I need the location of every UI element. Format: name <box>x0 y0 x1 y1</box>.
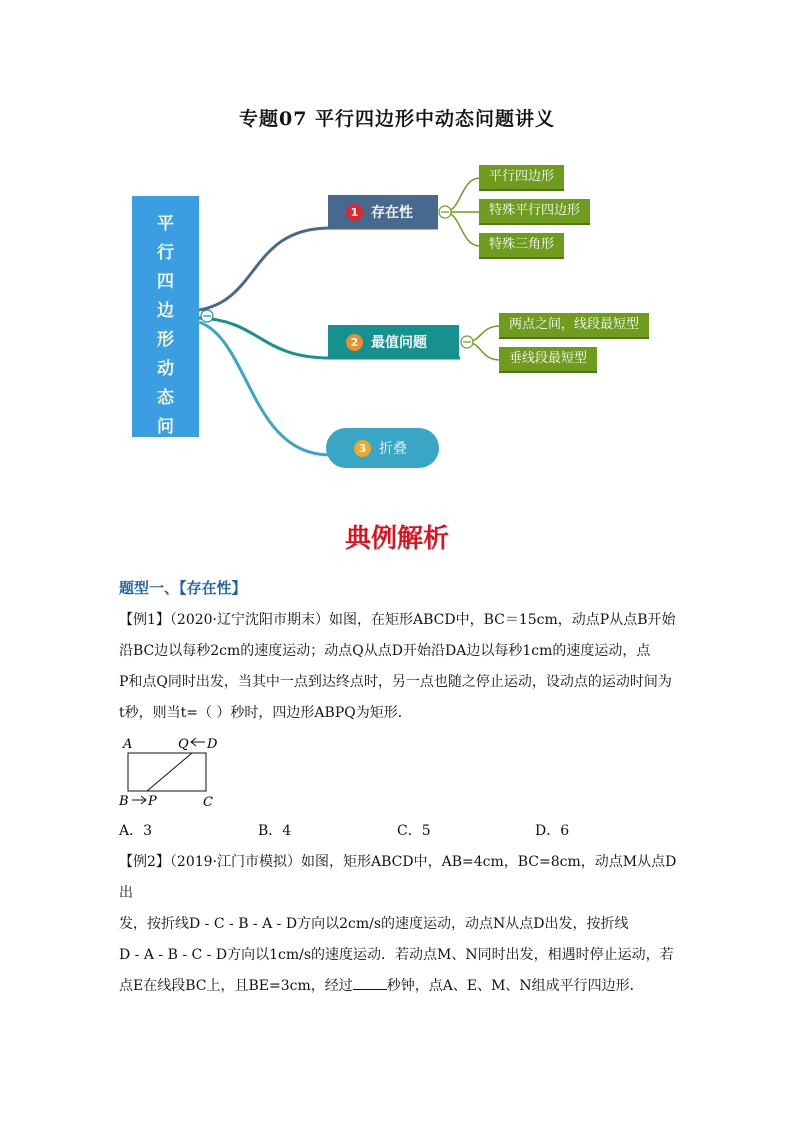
option-a[interactable]: A．3 <box>119 823 153 839</box>
node-label: 存在性 <box>371 205 413 221</box>
mindmap-node-existence[interactable] <box>328 195 438 229</box>
mindmap-node-extremum[interactable] <box>328 325 459 359</box>
node-label: 最值问题 <box>371 335 427 351</box>
number-badge-icon: 1 <box>346 204 363 221</box>
page-title: 专题07 平行四边形中动态问题讲义 <box>238 108 556 130</box>
leaf-parallelogram[interactable]: 平行四边形 <box>479 165 564 191</box>
leaf-special-parallelogram[interactable]: 特殊平行四边形 <box>479 199 590 225</box>
section-heading: 典例解析 <box>344 524 449 554</box>
option-d[interactable]: D．6 <box>535 823 570 839</box>
node-label: 折叠 <box>379 441 407 457</box>
label-D: D <box>207 737 218 752</box>
mindmap-node-folding[interactable] <box>326 428 439 468</box>
number-badge-icon: 3 <box>354 440 371 457</box>
leaf-special-triangle[interactable]: 特殊三角形 <box>479 233 564 259</box>
leaf-two-points-shortest[interactable]: 两点之间，线段最短型 <box>499 313 649 339</box>
label-Q: Q <box>178 737 189 752</box>
example1-text: 【例1】（2020·辽宁沈阳市期末）如图，在矩形ABCD中，BC＝15cm，动点P从点B开始 沿BC边以每秒2cm的速度运动；动点Q从点D开始沿DA边以每秒1cm的速度运动，点 P和点Q同时出发，当其中一点到达终点时，另一点也随之停止运动，设动点的运动时间为 t秒，则当t=（ ）秒时，四边形ABPQ为矩形． <box>119 612 676 721</box>
mindmap-connectors <box>0 0 794 500</box>
label-C: C <box>203 795 213 810</box>
answer-blank[interactable] <box>353 975 387 990</box>
leaf-perpendicular-shortest[interactable]: 垂线段最短型 <box>499 347 597 373</box>
option-b[interactable]: B．4 <box>258 823 292 839</box>
number-badge-icon: 2 <box>346 334 363 351</box>
label-P: P <box>148 794 157 809</box>
example2-text: 【例2】（2019·江门市模拟）如图，矩形ABCD中，AB=4cm，BC=8cm，动点M从点D出 发，按折线D - C - B - A - D方向以2cm/s的速度运动，动点N从点D出发，按折线 D - A - B - C - D方向以1cm/s的速度运动．若动点M、N同时出发，相遇时停止运动，若 点E在线段BC上，且BE=3cm，经过 秒钟，点A、E、M、N组成平行四边形． <box>119 854 677 994</box>
option-c[interactable]: C．5 <box>397 823 431 839</box>
rectangle-figure <box>112 733 222 811</box>
label-B: B <box>119 794 129 809</box>
label-A: A <box>123 737 133 752</box>
question-type-heading: 题型一、【存在性】 <box>119 579 247 597</box>
mindmap-root-label: 平 行 四 边 形 动 态 问 题 <box>157 214 174 466</box>
